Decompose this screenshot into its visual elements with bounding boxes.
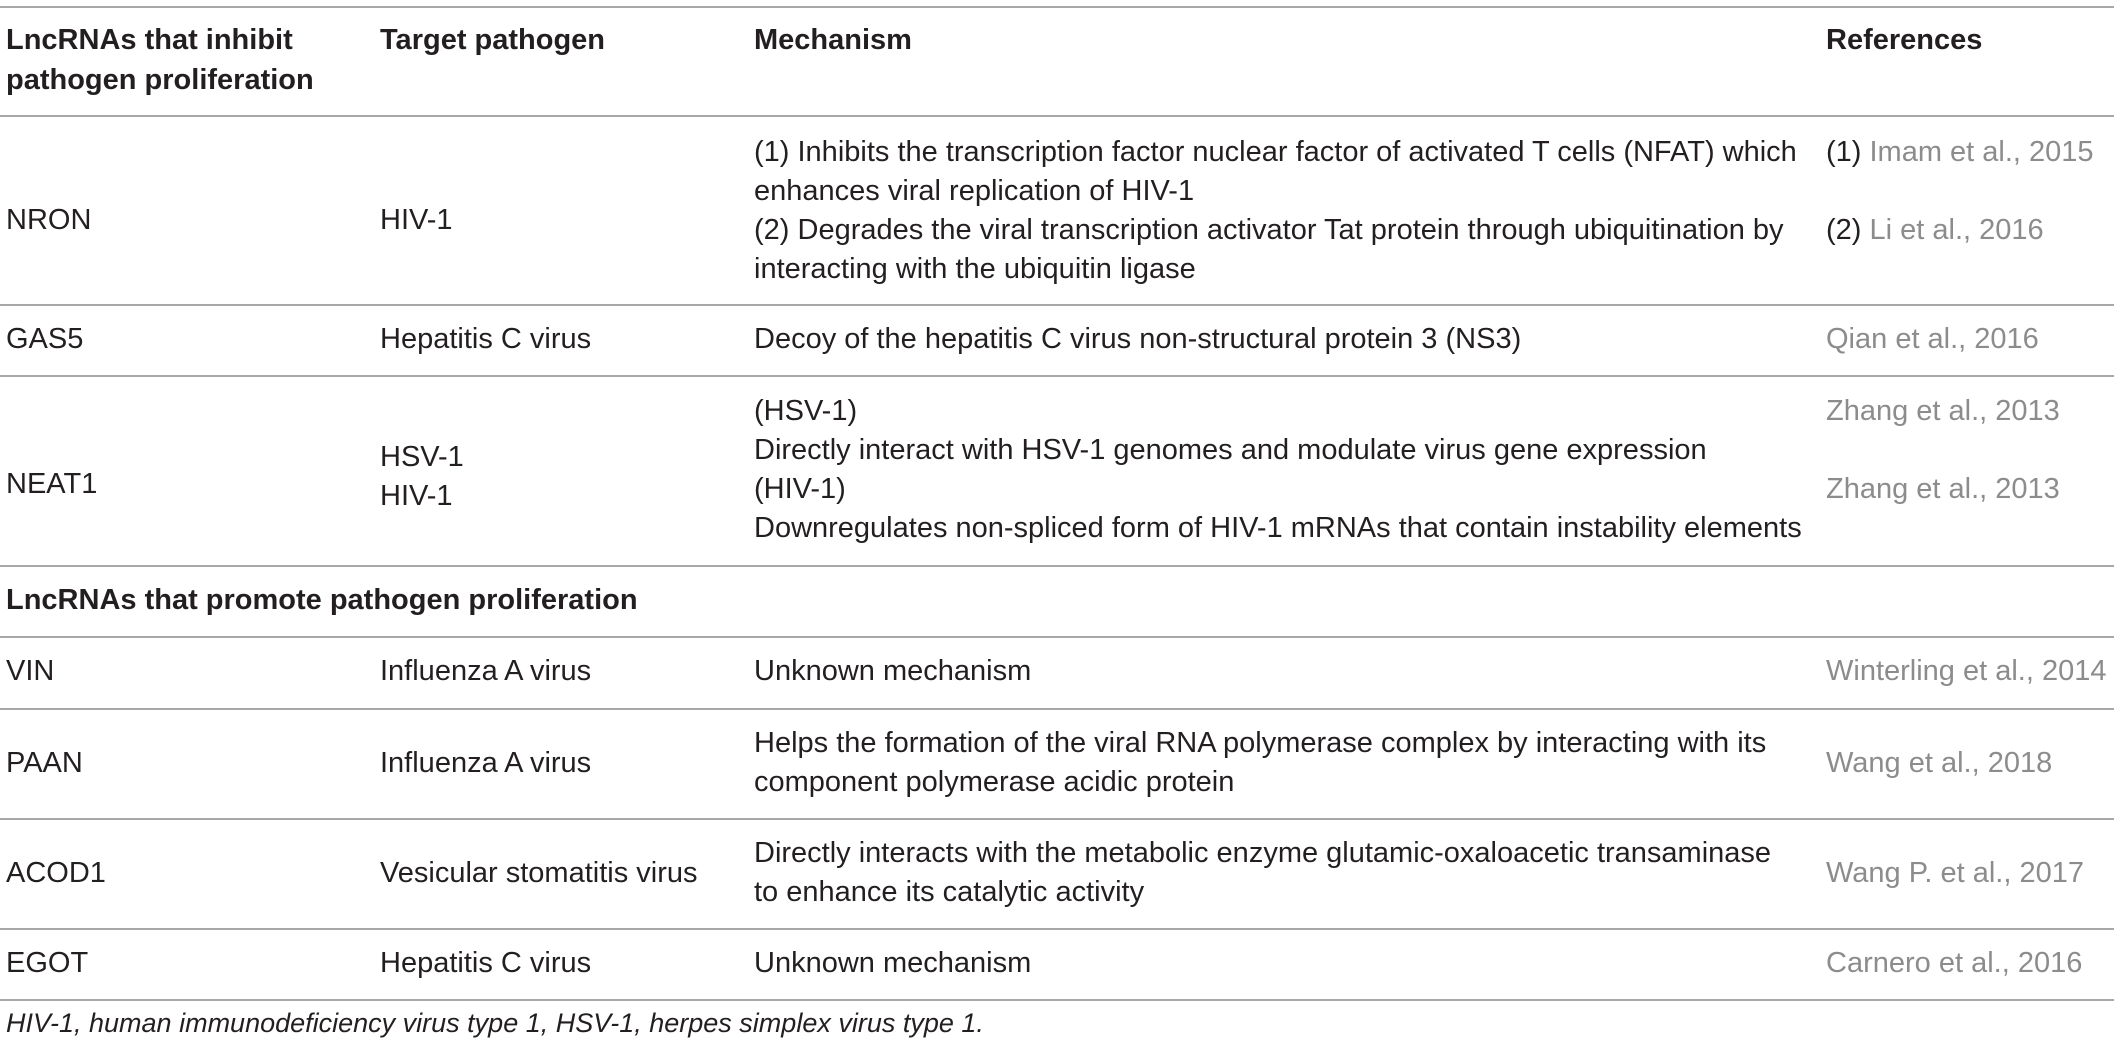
target-pathogen: Hepatitis C virus (380, 323, 592, 355)
section-title: LncRNAs that promote pathogen proliferation (6, 584, 638, 616)
mechanism-text: Directly interacts with the metabolic enzyme glutamic-oxaloacetic transaminase (754, 837, 1772, 869)
reference-number: (1) (1826, 136, 1870, 168)
row-divider (0, 928, 2114, 930)
section-divider (0, 565, 2114, 567)
mechanism-text: Directly interact with HSV-1 genomes and modulate virus gene expression (754, 434, 1707, 466)
target-pathogen: Hepatitis C virus (380, 947, 592, 979)
reference-link[interactable]: Carnero et al., 2016 (1826, 947, 2083, 979)
reference-link[interactable]: Qian et al., 2016 (1826, 323, 2039, 355)
table-bottom-rule (0, 999, 2114, 1001)
column-header-lncrna: LncRNAs that inhibit (6, 24, 293, 56)
mechanism-text: Decoy of the hepatitis C virus non-structural protein 3 (NS3) (754, 323, 1522, 355)
mechanism-text: Downregulates non-spliced form of HIV-1 mRNAs that contain instability elements (754, 512, 1802, 544)
lncrna-name: NRON (6, 204, 92, 236)
target-pathogen: Influenza A virus (380, 747, 592, 779)
row-divider (0, 818, 2114, 820)
row-divider (0, 304, 2114, 306)
target-pathogen: HSV-1 (380, 441, 464, 473)
header-bottom-rule (0, 115, 2114, 117)
column-header-references: References (1826, 24, 1983, 56)
reference-link[interactable]: Imam et al., 2015 (1869, 136, 2094, 168)
lncrna-name: GAS5 (6, 323, 84, 355)
lncrna-name: EGOT (6, 947, 89, 979)
reference-number: (2) (1826, 214, 1870, 246)
table-top-rule (0, 6, 2114, 8)
mechanism-text: to enhance its catalytic activity (754, 876, 1145, 908)
target-pathogen: Influenza A virus (380, 655, 592, 687)
reference-link[interactable]: Zhang et al., 2013 (1826, 395, 2060, 427)
reference-link[interactable]: Wang et al., 2018 (1826, 747, 2053, 779)
column-header-target-pathogen: Target pathogen (380, 24, 606, 56)
mechanism-text: Unknown mechanism (754, 655, 1032, 687)
reference-link[interactable]: Li et al., 2016 (1869, 214, 2044, 246)
table-footnote: HIV-1, human immunodeficiency virus type 1, HSV-1, herpes simplex virus type 1. (6, 1008, 984, 1038)
lncrna-name: VIN (6, 655, 55, 687)
lncrna-name: ACOD1 (6, 857, 106, 889)
mechanism-text: (HSV-1) (754, 395, 858, 427)
reference-link[interactable]: Winterling et al., 2014 (1826, 655, 2107, 687)
mechanism-text: Unknown mechanism (754, 947, 1032, 979)
row-divider (0, 708, 2114, 710)
mechanism-text: (1) Inhibits the transcription factor nuclear factor of activated T cells (NFAT) which (754, 136, 1797, 168)
mechanism-text: interacting with the ubiquitin ligase (754, 253, 1196, 285)
reference (1826, 133, 2094, 172)
reference (1826, 211, 2044, 250)
section-title-rule (0, 636, 2114, 638)
mechanism-text: (HIV-1) (754, 473, 846, 505)
column-header-lncrna: pathogen proliferation (6, 64, 314, 96)
target-pathogen: HIV-1 (380, 480, 453, 512)
reference-link[interactable]: Wang P. et al., 2017 (1826, 857, 2084, 889)
mechanism-text: enhances viral replication of HIV-1 (754, 175, 1195, 207)
target-pathogen: HIV-1 (380, 204, 453, 236)
lncrna-name: NEAT1 (6, 468, 98, 500)
lncrna-name: PAAN (6, 747, 83, 779)
target-pathogen: Vesicular stomatitis virus (380, 857, 698, 889)
row-divider (0, 375, 2114, 377)
mechanism-text: component polymerase acidic protein (754, 766, 1235, 798)
mechanism-text: Helps the formation of the viral RNA polymerase complex by interacting with its (754, 727, 1767, 759)
reference-link[interactable]: Zhang et al., 2013 (1826, 473, 2060, 505)
mechanism-text: (2) Degrades the viral transcription activator Tat protein through ubiquitination by (754, 214, 1784, 246)
column-header-mechanism: Mechanism (754, 24, 912, 56)
